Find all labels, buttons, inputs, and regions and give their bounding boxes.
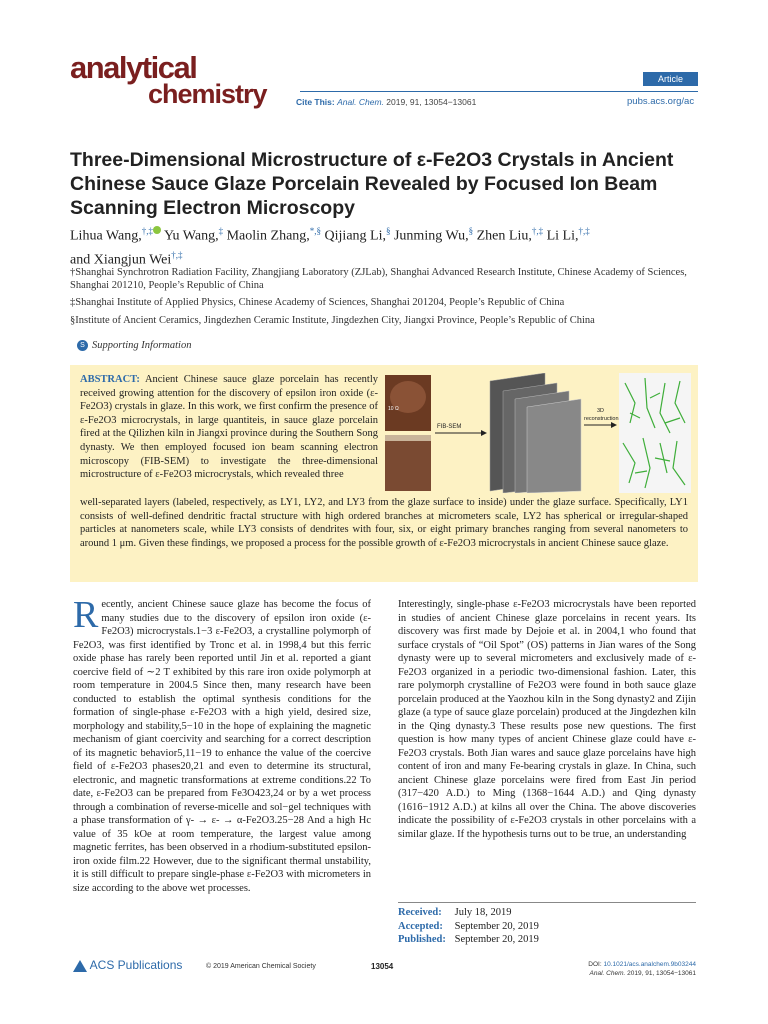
article-title: Three-Dimensional Microstructure of ε-Fe2O3 Crystals in Ancient Chinese Sauce Glaze Porcelain Revealed by Focused Ion Beam Scanning Electron Microscopy — [70, 149, 674, 219]
received-date: July 18, 2019 — [454, 907, 512, 918]
author-affil: § — [385, 226, 391, 236]
cite-journal: Anal. Chem. — [337, 97, 384, 107]
affiliation-2: ‡Shanghai Institute of Applied Physics, Chinese Academy of Sciences, Shanghai 201204, People’s Republic of China — [70, 297, 565, 308]
copyright: © 2019 American Chemical Society — [206, 963, 316, 970]
header-divider — [300, 91, 698, 92]
doi-label: DOI: — [588, 961, 602, 968]
acs-publications-logo[interactable] — [73, 958, 182, 972]
acs-triangle-icon — [73, 960, 87, 972]
author-affil: *,§ — [309, 226, 322, 236]
abstract-label: ABSTRACT: — [80, 374, 140, 385]
accepted-date: September 20, 2019 — [454, 920, 539, 932]
author-affil: †,‡ — [171, 249, 183, 260]
accepted-label: Accepted: — [398, 920, 443, 932]
glaze-surface-layer — [385, 435, 431, 441]
author-affil: ‡ — [218, 226, 224, 236]
author[interactable]: Junming Wu, — [393, 228, 469, 244]
body-column-right: Interestingly, single-phase ε-Fe2O3 microcrystals have been reported in studies of ancient Chinese glaze porcelains in recent years. Its discovery was first made by Dejoie et al. in 2004,1 who found that surface crystals of “Oil Spot” (OS) patterns in Jian wares of the Song dynasty were up to several micrometers and exclusively made of ε-Fe2O3 organized in a periodic two-dimensional fashion. Later, this rare polymorph crystalline of Fe2O3 were found in both sauce glaze porcelain produced at the Yaozhou kiln in the Song dynasty2 and Zijin glaze (a type of sauce glaze porcelain) produced at the Jingdezhen kiln in the Qing dynasty.3 These results pose new questions. The first question is how many types of ancient Chinese glaze could have ε-Fe2O3 crystals. Both Jian wares and sauce glaze porcelains have high content of iron and many Fe-bearing crystals in glaze. In China, such ancient Chinese glaze porcelains were fired from East Jin period (317−420 A.D.) to Ming (1368−1644 A.D.) and Qing dynasty (1616−1912 A.D.) at kilns all over the China. The above discoveries indicate the possibility of ε-Fe2O3 crystals in other porcelains with a similar glaze. If the hypothesis turns out to be true, an understanding — [398, 599, 696, 840]
citation-ref: 2019, 91, 13054−13061 — [627, 970, 696, 977]
page-number: 13054 — [371, 962, 394, 971]
received-label: Received: — [398, 907, 442, 918]
journal-logo-line2: chemistry — [148, 79, 267, 109]
author-list — [70, 222, 710, 269]
supporting-info-label: Supporting Information — [92, 340, 192, 351]
author-affil: †,‡ — [141, 226, 153, 236]
scale-label: 10 Ω — [388, 406, 399, 412]
doi-link[interactable]: 10.1021/acs.analchem.9b03244 — [603, 961, 696, 968]
3d-label: 3D — [597, 408, 605, 414]
author-affil: § — [468, 226, 474, 236]
abstract-body-2: well-separated layers (labeled, respectively, as LY1, LY2, and LY3 from the glaze surface to inside) under the glaze surface. Specifically, LY1 consists of well-defined dendritic fractal structure with high ordered branches at micrometers scale, LY2 has spherical or irregular-shaped particles at nanometers scale, while LY3 consists of dendrites with four, six, or eight primary branches ranging from several nanometers to around 1 μm. Given these findings, we proposed a process for the possible growth of ε-Fe2O3 microcrystals in ancient Chinese sauce glaze. — [80, 497, 688, 549]
author[interactable]: Zhen Liu, — [476, 228, 532, 244]
arrow-head — [611, 422, 617, 428]
toc-graphic — [385, 373, 691, 493]
3d-reconstruction — [619, 373, 691, 493]
cite-label: Cite This: — [296, 97, 335, 107]
affiliation-1: †Shanghai Synchrotron Radiation Facility, Zhangjiang Laboratory (ZJLab), Shanghai Advanced Research Institute, Chinese Academy of Sciences, Shanghai 201210, People’s Republic of China — [70, 267, 687, 291]
supporting-info-icon: S — [77, 340, 88, 351]
sem-slice-stack — [490, 373, 581, 493]
reconstruction-label: reconstruction — [584, 416, 619, 422]
supporting-info-link[interactable] — [77, 340, 191, 351]
dropcap: R — [73, 594, 99, 636]
body-column-left — [73, 594, 371, 895]
body-text-left: ecently, ancient Chinese sauce glaze has become the focus of many studies due to the discovery of epsilon iron oxide (ε-Fe2O3) microcrystals.1−3 ε-Fe2O3, a crystalline polymorph of Fe2O3, was first identified by Tronc et al. in 1998,4 but this ferric oxide phase has rarely been reported until Jin et al. reported a giant coercive field of ∼2 T exhibited by this rare iron oxide polymorph at room temperature in 2004.5 Since then, many research have been conducted to establish the optimal synthesis conditions for the formation of single-phase ε-Fe2O3 with a high yield, desired size, morphology and stability,5−10 in the hope of explaining the magnetic mechanism of giant coercivity and searching for a correct description of its magnetic behavior5,11−19 to enhance the value of the coercive field of ε-Fe2O3 phases20,21 and even to determine its structural, electronic, and magnetic transformations at extreme conditions.22 To date, ε-Fe2O3 can be prepared from Fe3O423,24 or by a wet process through a combination of reverse-micelle and sol−gel techniques with a phase transformation of γ- → ε- → α-Fe2O3.25−28 And a high Hc value of 35 kOe at room temperature, the largest value among magnetic ferrites, has been observed in a rhodium-substituted epsilon-iron oxide film.22 However, due to the significant thermal unstability, it is still difficult to prepare single-phase ε-Fe2O3 with micrometers in size according to the above wet processes. — [73, 599, 371, 894]
article-type-badge: Article — [643, 72, 698, 86]
published-date: September 20, 2019 — [454, 934, 539, 945]
arrow-head — [481, 430, 487, 436]
author[interactable]: Lihua Wang, — [70, 228, 142, 244]
journal-logo-line1: analytical — [70, 50, 197, 85]
author[interactable]: Maolin Zhang, — [226, 228, 310, 244]
author[interactable]: Qijiang Li, — [324, 228, 386, 244]
cite-ref: 2019, 91, 13054−13061 — [386, 97, 477, 107]
author[interactable]: and Xiangjun Wei — [70, 252, 172, 268]
abstract-body-1: Ancient Chinese sauce glaze porcelain has recently received growing attention for the discovery of epsilon iron oxide (ε-Fe2O3) crystals in glaze. In this work, we first confirm the presence of ε-Fe2O3 microcrystals, in large quantiteis, in sauce glaze porcelain fired at the Qilizhen kiln in Jiangxi province during the Southern Song dynasty. We then employed focused ion beam scanning electron microscopy (FIB-SEM) to investigate the three-dimensional microstructure of ε-Fe2O3 microcrystals, which revealed three — [80, 374, 378, 481]
dates-divider — [398, 902, 696, 903]
publication-dates — [398, 906, 539, 947]
abstract-text-part1 — [80, 373, 378, 482]
orcid-icon[interactable] — [153, 226, 161, 234]
publisher-name: ACS Publications — [89, 958, 183, 972]
author-affil: †,‡ — [531, 226, 544, 236]
cite-this[interactable] — [296, 97, 476, 107]
affiliation-3: §Institute of Ancient Ceramics, Jingdezhen Ceramic Institute, Jingdezhen City, Jiangxi Province, People’s Republic of China — [70, 315, 595, 326]
author[interactable]: Yu Wang, — [163, 228, 219, 244]
journal-url-link[interactable]: pubs.acs.org/ac — [627, 96, 695, 107]
cross-section-photo — [385, 435, 431, 491]
citation-journal: Anal. Chem. — [589, 970, 626, 977]
fibsem-label: FIB-SEM — [437, 424, 462, 430]
published-label: Published: — [398, 934, 446, 945]
author[interactable]: Li Li, — [546, 228, 579, 244]
author-affil: †,‡ — [578, 226, 590, 236]
doi-block — [583, 960, 696, 978]
